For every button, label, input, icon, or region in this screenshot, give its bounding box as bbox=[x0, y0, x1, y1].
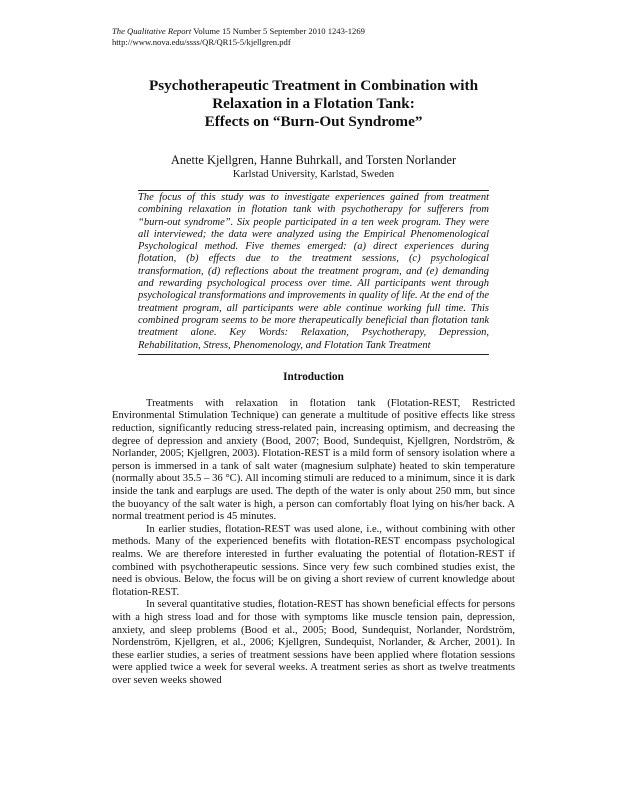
introduction-body bbox=[112, 398, 515, 688]
title-line-1: Psychotherapeutic Treatment in Combination with bbox=[148, 77, 479, 94]
author-list: Anette Kjellgren, Hanne Buhrkall, and Torsten Norlander bbox=[170, 153, 457, 167]
paper-title bbox=[112, 77, 515, 131]
title-line-2: Relaxation in a Flotation Tank: bbox=[212, 95, 415, 112]
article-url: http://www.nova.edu/ssss/QR/QR15-5/kjellgren.pdf bbox=[112, 37, 291, 47]
journal-name: The Qualitative Report bbox=[112, 26, 192, 36]
volume-info: Volume 15 Number 5 September 2010 1243-1269 bbox=[191, 26, 365, 36]
paragraph: Treatments with relaxation in flotation tank (Flotation-REST, Restricted Environmental Stimulation Technique) can generate a multitude of positive effects like stress reduction, significantly reducing stress-related pain, increasing optimism, and decreasing the degree of depression and anxiety (Bood, 2007; Bood, Sundequist, Kjellgren, Nordström, & Norlander, 2005; Kjellgren, 2003). Flotation-REST is a mild form of sensory isolation where a person is immersed in a tank of salt water (magnesium sulphate) heated to skin temperature (normally about 35.5 – 36 °C). All incoming stimuli are reduced to a minimum, since it is dark inside the tank and earplugs are used. The depth of the water is only about 250 mm, but since the buoyancy of the salt water is high, a person can comfortably float lying on his/her back. A normal treatment period is 45 minutes. bbox=[112, 397, 515, 523]
running-header bbox=[112, 26, 515, 48]
title-line-3: Effects on “Burn-Out Syndrome” bbox=[204, 113, 423, 130]
abstract: The focus of this study was to investigate experiences gained from treatment combining relaxation in flotation tank with psychotherapy for sufferers from “burn-out syndrome”. Six people participated in a ten week program. They were all interviewed; the data were analyzed using the Empirical Phenomenological Psychological method. Five themes emerged: (a) direct experiences during flotation, (b) effects due to the treatment sessions, (c) psychological transformation, (d) reflections about the treatment program, and (e) demanding and rewarding psychological process over time. All participants went through psychological transformations and improvements in quality of life. At the end of the treatment program, all participants were able continue working full time. This combined program seems to be more therapeutically beneficial than flotation tank treatment alone. Key Words: Relaxation, Psychotherapy, Depression, Rehabilitation, Stress, Phenomenology, and Flotation Tank Treatment bbox=[138, 190, 489, 355]
paragraph: In earlier studies, flotation-REST was used alone, i.e., without combining with other methods. Many of the experienced benefits with flotation-REST encompass psychological realms. We are therefore interested in further evaluating the potential of flotation-REST if combined with psychotherapeutic sessions. Since very few such combined studies exist, the need is obvious. Below, the focus will be on giving a short review of current knowledge about flotation-REST. bbox=[112, 523, 515, 598]
journal-citation bbox=[112, 26, 515, 37]
author-affiliation: Karlstad University, Karlstad, Sweden bbox=[232, 169, 395, 180]
paragraph: In several quantitative studies, flotation-REST has shown beneficial effects for persons with a high stress load and for those with symptoms like muscle tension pain, depression, anxiety, and sleep problems (Bood et al., 2005; Bood, Sundequist, Norlander, Nordström, Nordenström, Kjellgren, et al., 2006; Kjellgren, Sundequist, Norlander, & Archer, 2001). In these earlier studies, a series of treatment sessions have been applied where flotation sessions were applied twice a week for several weeks. A treatment series as short as twelve treatments over seven weeks showed bbox=[112, 599, 515, 686]
section-heading-introduction: Introduction bbox=[283, 370, 344, 383]
